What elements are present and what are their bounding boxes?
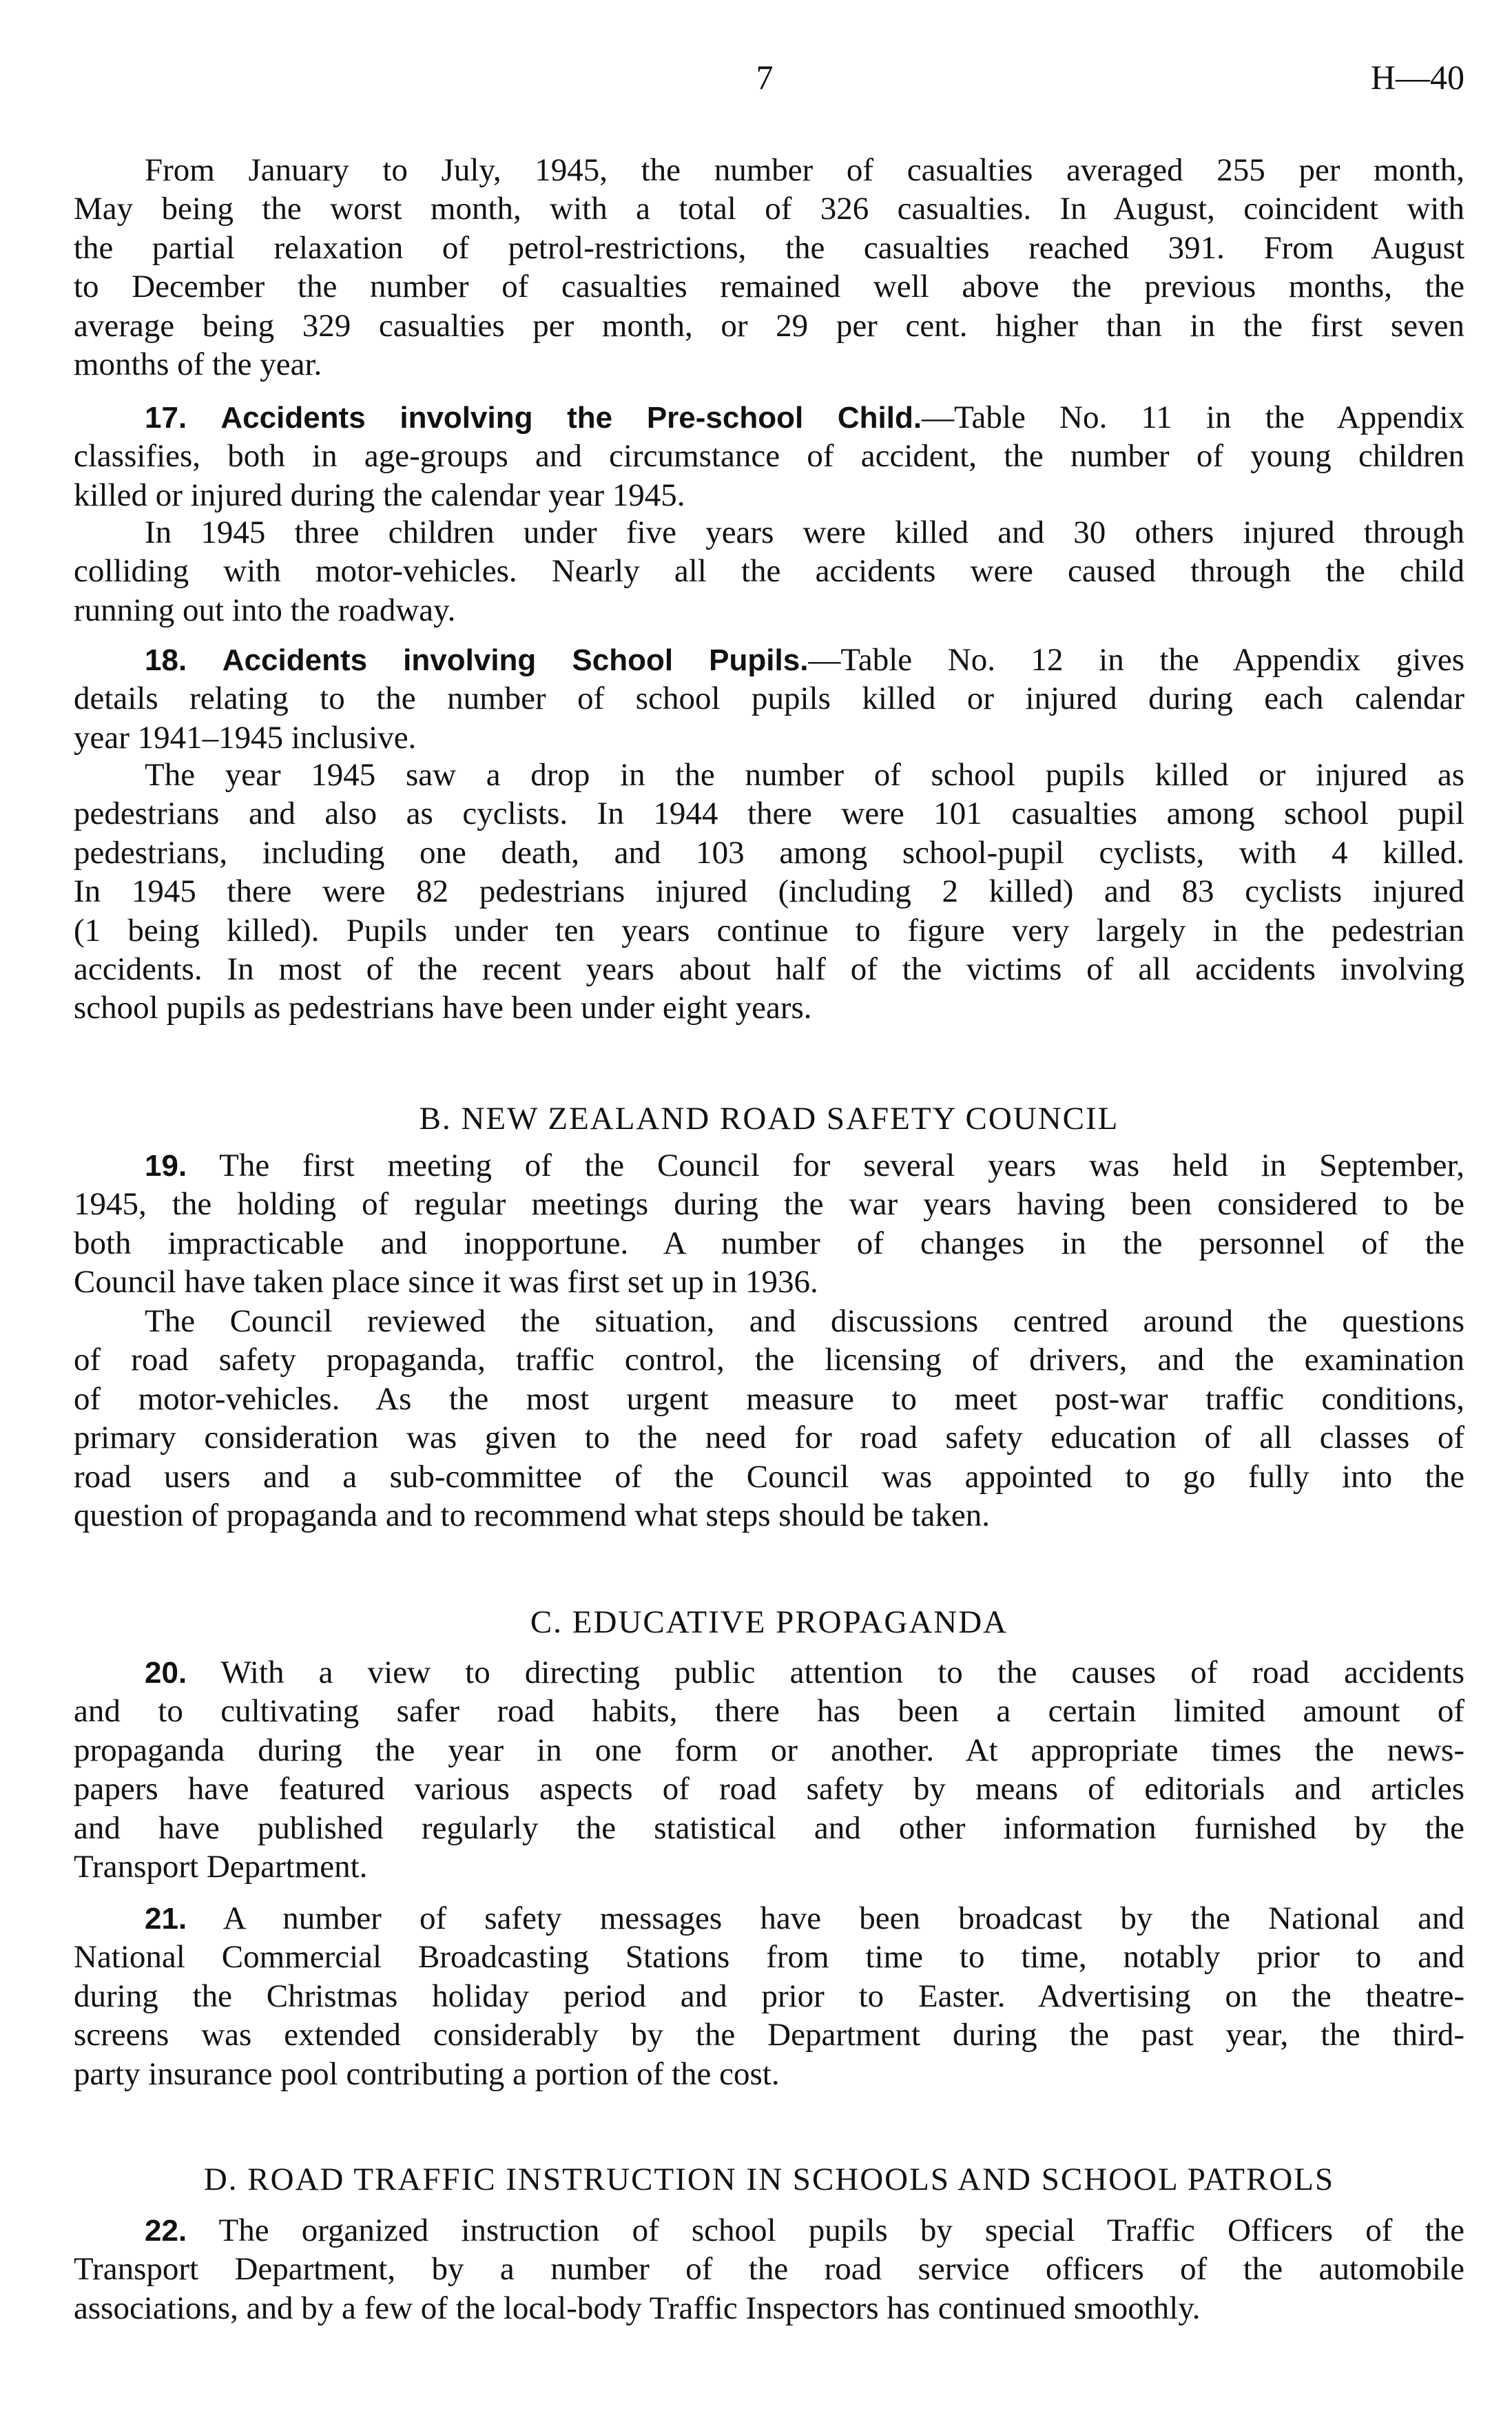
line-text: details relating to the number of school pupils killed or injured during each calendar — [74, 681, 1464, 717]
text-line — [74, 398, 1464, 437]
line-text: primary consideration was given to the need for road safety education of all classes of — [74, 1420, 1464, 1456]
section-heading — [74, 1603, 1464, 1641]
paragraph — [74, 1653, 1464, 1886]
line-text: From January to July, 1945, the number of casualties averaged 255 per month, — [145, 152, 1464, 188]
text-line — [74, 1099, 1464, 1138]
paragraph — [74, 1146, 1464, 1302]
text-line — [74, 950, 1464, 988]
text-line — [74, 756, 1464, 794]
text-line — [74, 476, 1464, 515]
line-text: associations, and by a few of the local-body Traffic Inspectors has continued smoothly. — [74, 2290, 1201, 2326]
text-line — [74, 1380, 1464, 1418]
text-line — [74, 1418, 1464, 1457]
text-line — [74, 1770, 1464, 1808]
line-text: pedestrians, including one death, and 103 among school-pupil cyclists, with 4 killed. — [74, 834, 1464, 871]
line-text: months of the year. — [74, 346, 322, 382]
text-line — [74, 1731, 1464, 1770]
line-text: —Table No. 11 in the Appendix — [922, 400, 1465, 435]
paragraph-number: 17. — [145, 401, 187, 435]
page-number: 7 — [756, 58, 774, 96]
paragraph — [74, 151, 1464, 384]
line-text: In 1945 three children under five years were killed and 30 others injured through — [145, 515, 1464, 550]
text-line — [74, 1340, 1464, 1379]
text-line — [74, 1809, 1464, 1847]
text-line — [74, 591, 1464, 630]
line-text: of motor-vehicles. As the most urgent measure to meet post-war traffic conditions, — [74, 1380, 1464, 1417]
text-line — [74, 1302, 1464, 1340]
paragraph — [74, 513, 1464, 630]
text-line — [74, 552, 1464, 590]
text-line — [74, 2250, 1464, 2288]
text-line — [74, 229, 1464, 267]
line-text: both impracticable and inopportune. A number of changes in the personnel of the — [74, 1225, 1464, 1261]
text-line — [74, 1692, 1464, 1730]
line-text: question of propaganda and to recommend what steps should be taken. — [74, 1497, 991, 1533]
paragraph-number: 21. — [145, 1902, 187, 1936]
text-line — [74, 1653, 1464, 1692]
line-text: and have published regularly the statistical and other information furnished by the — [74, 1810, 1464, 1846]
text-line — [74, 151, 1464, 189]
line-text: colliding with motor-vehicles. Nearly all the accidents were caused through the child — [74, 553, 1464, 590]
text-line — [74, 513, 1464, 552]
line-text: B. NEW ZEALAND ROAD SAFETY COUNCIL — [419, 1101, 1119, 1137]
line-text: propaganda during the year in one form or another. At appropriate times the news- — [74, 1732, 1464, 1768]
line-text: In 1945 there were 82 pedestrians injured (including 2 killed) and 83 cyclists injured — [74, 873, 1464, 910]
text-line — [74, 679, 1464, 718]
line-text: killed or injured during the calendar year 1945. — [74, 477, 685, 513]
text-line — [74, 641, 1464, 679]
text-line — [74, 1899, 1464, 1938]
paragraph-number: 22. — [145, 2214, 187, 2248]
line-text: Transport Department, by a number of the road service officers of the automobile — [74, 2251, 1464, 2288]
section-heading — [74, 2160, 1464, 2199]
line-text: classifies, both in age-groups and circumstance of accident, the number of young children — [74, 438, 1464, 475]
text-line — [74, 345, 1464, 384]
text-line — [74, 2211, 1464, 2250]
line-text: The organized instruction of school pupils by special Traffic Officers of the — [218, 2213, 1464, 2248]
document-reference: H—40 — [1370, 58, 1464, 96]
text-line — [74, 1224, 1464, 1263]
paragraph-heading: Accidents involving the Pre-school Child. — [220, 401, 922, 435]
text-line — [74, 189, 1464, 228]
text-line — [74, 2289, 1464, 2328]
line-text: papers have featured various aspects of road safety by means of editorials and articles — [74, 1771, 1464, 1807]
text-line — [74, 1603, 1464, 1641]
line-text: during the Christmas holiday period and prior to Easter. Advertising on the theatre- — [74, 1978, 1464, 2014]
text-line — [74, 2055, 1464, 2093]
line-text: pedestrians and also as cyclists. In 1944 there were 101 casualties among school pupil — [74, 796, 1464, 832]
line-text: May being the worst month, with a total of 326 casualties. In August, coincident with — [74, 191, 1464, 227]
text-line — [74, 988, 1464, 1027]
text-line — [74, 1977, 1464, 2016]
text-line — [74, 911, 1464, 950]
paragraph-heading: Accidents involving School Pupils. — [222, 643, 809, 677]
text-line — [74, 872, 1464, 911]
text-line — [74, 1496, 1464, 1535]
paragraph — [74, 398, 1464, 515]
paragraph-number: 18. — [145, 643, 187, 677]
paragraph — [74, 1302, 1464, 1535]
line-text: With a view to directing public attention to the causes of road accidents — [220, 1655, 1464, 1690]
line-text: C. EDUCATIVE PROPAGANDA — [530, 1604, 1008, 1640]
text-line — [74, 1263, 1464, 1301]
paragraph-number: 19. — [145, 1149, 187, 1183]
text-line — [74, 307, 1464, 345]
line-text: average being 329 casualties per month, or 29 per cent. higher than in the first seven — [74, 307, 1464, 344]
paragraph — [74, 2211, 1464, 2328]
text-line — [74, 833, 1464, 872]
paragraph — [74, 1899, 1464, 2093]
line-text: screens was extended considerably by the Department during the past year, the third- — [74, 2017, 1464, 2053]
line-text: (1 being killed). Pupils under ten years continue to figure very largely in the pedestrian — [74, 912, 1464, 949]
line-text: the partial relaxation of petrol-restrictions, the casualties reached 391. From August — [74, 229, 1464, 266]
line-text: D. ROAD TRAFFIC INSTRUCTION IN SCHOOLS AND SCHOOL PATROLS — [203, 2162, 1335, 2197]
line-text: A number of safety messages have been broadcast by the National and — [222, 1900, 1464, 1936]
line-text: Transport Department. — [74, 1848, 368, 1885]
line-text: to December the number of casualties remained well above the previous months, the — [74, 269, 1464, 305]
section-heading — [74, 1099, 1464, 1138]
line-text: National Commercial Broadcasting Stations from time to time, notably prior to and — [74, 1939, 1464, 1976]
line-text: running out into the roadway. — [74, 592, 456, 628]
line-text: 1945, the holding of regular meetings during the war years having been considered to be — [74, 1186, 1464, 1223]
line-text: —Table No. 12 in the Appendix gives — [808, 642, 1464, 678]
line-text: accidents. In most of the recent years about half of the victims of all accidents involving — [74, 951, 1464, 987]
line-text: school pupils as pedestrians have been under eight years. — [74, 990, 812, 1026]
line-text: The year 1945 saw a drop in the number of school pupils killed or injured as — [145, 757, 1464, 793]
text-line — [74, 2160, 1464, 2199]
text-line — [74, 718, 1464, 757]
line-text: party insurance pool contributing a portion of the cost. — [74, 2055, 780, 2092]
text-line — [74, 794, 1464, 833]
text-line — [74, 1146, 1464, 1185]
text-line — [74, 1847, 1464, 1886]
line-text: and to cultivating safer road habits, there has been a certain limited amount of — [74, 1693, 1464, 1730]
text-line — [74, 2016, 1464, 2054]
line-text: Council have taken place since it was first set up in 1936. — [74, 1264, 818, 1301]
line-text: road users and a sub-committee of the Council was appointed to go fully into the — [74, 1458, 1464, 1495]
paragraph-number: 20. — [145, 1656, 187, 1690]
text-line — [74, 267, 1464, 306]
text-line — [74, 1938, 1464, 1976]
line-text: The first meeting of the Council for several years was held in September, — [219, 1148, 1464, 1183]
text-line — [74, 1185, 1464, 1223]
line-text: year 1941–1945 inclusive. — [74, 719, 417, 756]
paragraph — [74, 756, 1464, 1028]
paragraph — [74, 641, 1464, 757]
line-text: of road safety propaganda, traffic control, the licensing of drivers, and the examination — [74, 1342, 1464, 1378]
line-text: The Council reviewed the situation, and discussions centred around the questions — [145, 1303, 1464, 1339]
text-line — [74, 1458, 1464, 1496]
text-line — [74, 437, 1464, 475]
